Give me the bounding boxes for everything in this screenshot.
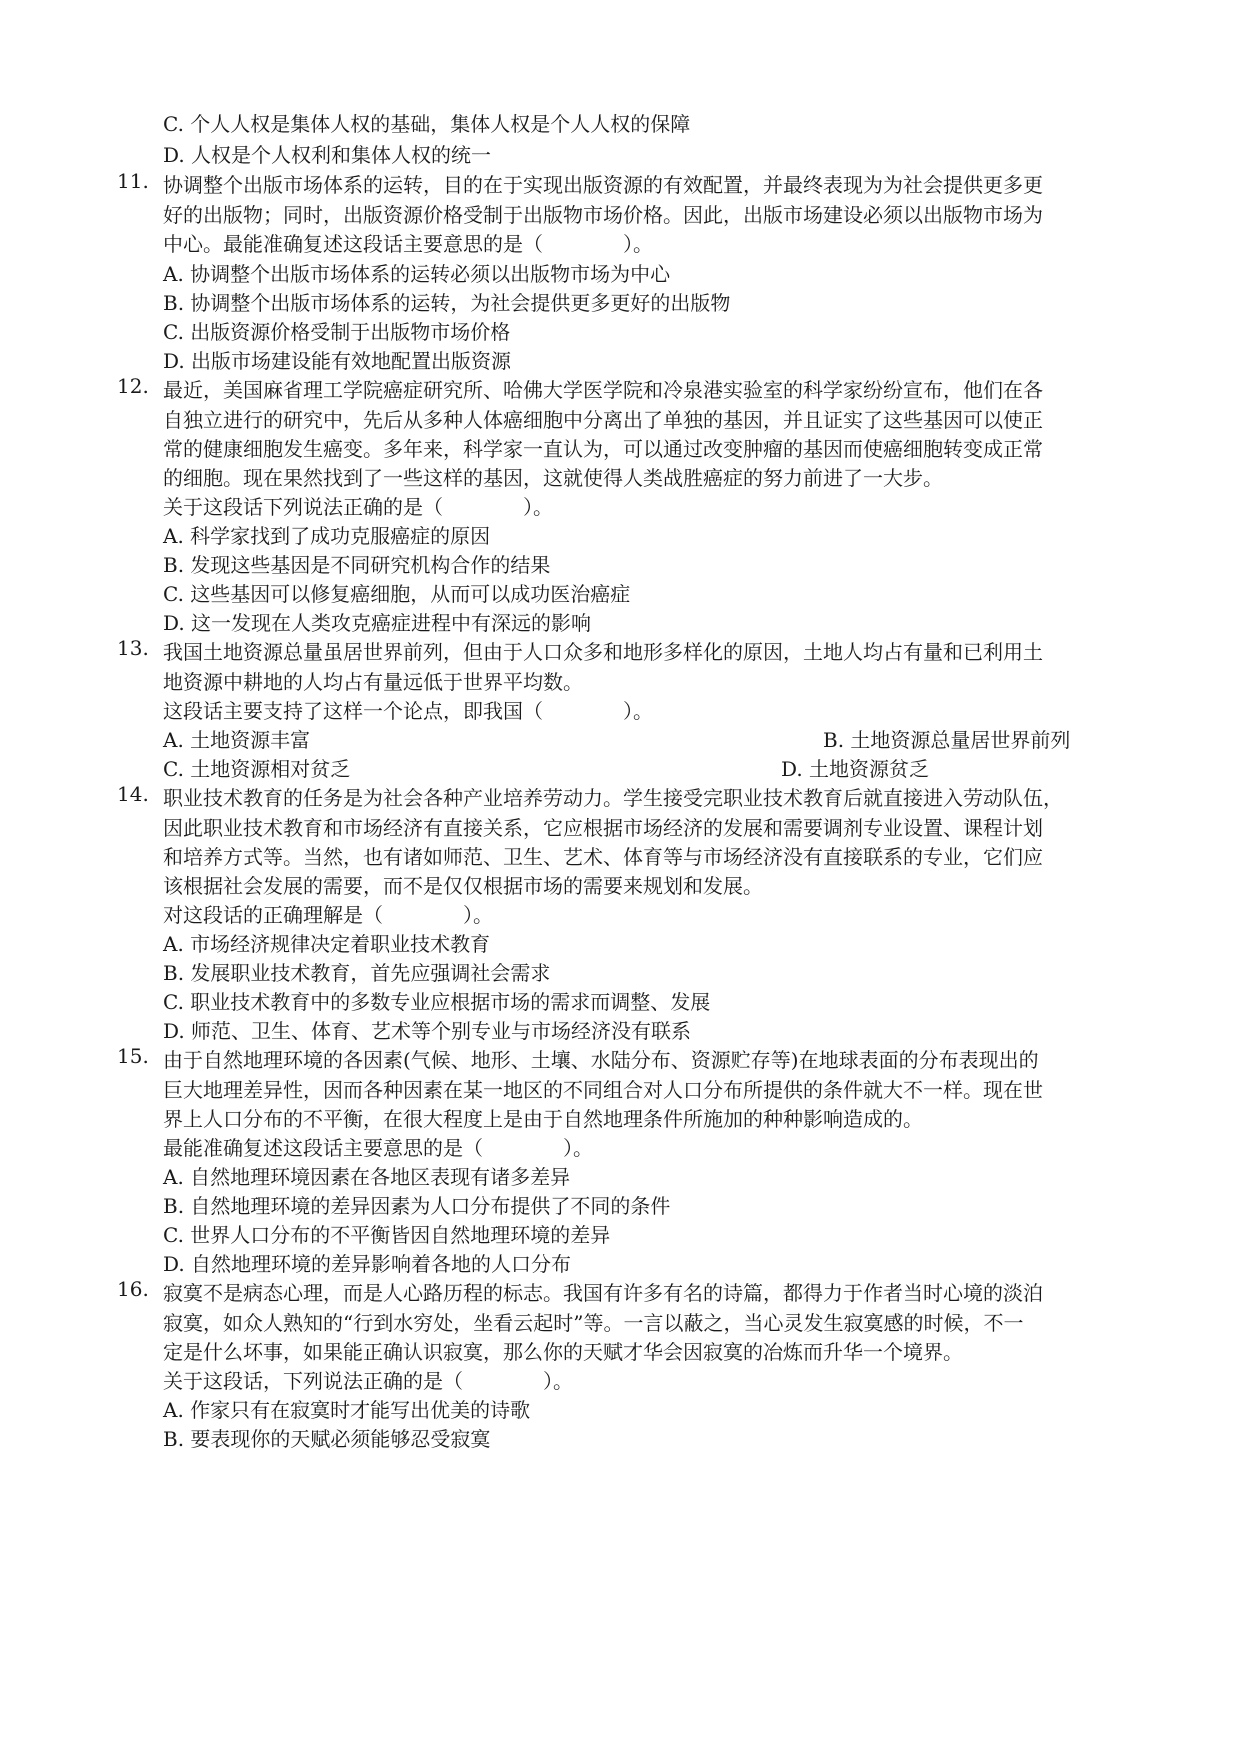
q11-stem-line: 好的出版物；同时，出版资源价格受制于出版物市场价格。因此，出版市场建设必须以出版物市场为 [163,203,1043,227]
q14-option-b: B. 发展职业技术教育，首先应强调社会需求 [163,961,551,985]
q16-question: 关于这段话，下列说法正确的是（ ）。 [163,1369,573,1393]
q10-option-c: C. 个人人权是集体人权的基础，集体人权是个人人权的保障 [163,112,691,136]
q16-stem-line: 定是什么坏事，如果能正确认识寂寞，那么你的天赋才华会因寂寞的冶炼而升华一个境界。 [163,1340,963,1364]
q11-option-d: D. 出版市场建设能有效地配置出版资源 [163,349,512,373]
q14-option-c: C. 职业技术教育中的多数专业应根据市场的需求而调整、发展 [163,990,711,1014]
q15-number: 15. [117,1044,149,1068]
q15-question: 最能准确复述这段话主要意思的是（ ）。 [163,1136,593,1160]
q11-number: 11. [117,169,149,193]
q15-stem-line: 巨大地理差异性，因而各种因素在某一地区的不同组合对人口分布所提供的条件就大不一样。现在世 [163,1078,1043,1102]
q11-option-a: A. 协调整个出版市场体系的运转必须以出版物市场为中心 [163,262,671,286]
q12-stem-line: 常的健康细胞发生癌变。多年来，科学家一直认为，可以通过改变肿瘤的基因而使癌细胞转变成正常 [163,437,1043,461]
q15-option-d: D. 自然地理环境的差异影响着各地的人口分布 [163,1252,572,1276]
q13-stem-line: 我国土地资源总量虽居世界前列，但由于人口众多和地形多样化的原因，土地人均占有量和已利用土 [163,640,1043,664]
q12-option-d: D. 这一发现在人类攻克癌症进程中有深远的影响 [163,611,592,635]
q15-stem-line: 由于自然地理环境的各因素(气候、地形、土壤、水陆分布、资源贮存等)在地球表面的分布表现出的 [163,1048,1039,1072]
q13-number: 13. [117,636,149,660]
q16-option-b: B. 要表现你的天赋必须能够忍受寂寞 [163,1427,491,1451]
q13-question: 这段话主要支持了这样一个论点，即我国（ ）。 [163,699,653,723]
q11-option-c: C. 出版资源价格受制于出版物市场价格 [163,320,511,344]
q16-option-a: A. 作家只有在寂寞时才能写出优美的诗歌 [163,1398,531,1422]
q13-option-a: A. 土地资源丰富 [163,728,311,752]
q13-option-c: C. 土地资源相对贫乏 [163,757,351,781]
q14-stem-line: 该根据社会发展的需要，而不是仅仅根据市场的需要来规划和发展。 [163,874,763,898]
q15-option-c: C. 世界人口分布的不平衡皆因自然地理环境的差异 [163,1223,611,1247]
q12-option-b: B. 发现这些基因是不同研究机构合作的结果 [163,553,551,577]
q14-option-a: A. 市场经济规律决定着职业技术教育 [163,932,491,956]
q14-stem-line: 和培养方式等。当然，也有诸如师范、卫生、艺术、体育等与市场经济没有直接联系的专业，它们应 [163,845,1043,869]
q14-question: 对这段话的正确理解是（ ）。 [163,903,493,927]
q14-stem-line: 职业技术教育的任务是为社会各种产业培养劳动力。学生接受完职业技术教育后就直接进入劳动队伍， [163,786,1063,810]
q12-stem-line: 的细胞。现在果然找到了一些这样的基因，这就使得人类战胜癌症的努力前进了一大步。 [163,466,943,490]
q11-option-b: B. 协调整个出版市场体系的运转，为社会提供更多更好的出版物 [163,291,731,315]
q15-option-b: B. 自然地理环境的差异因素为人口分布提供了不同的条件 [163,1194,671,1218]
q15-stem-line: 界上人口分布的不平衡，在很大程度上是由于自然地理条件所施加的种种影响造成的。 [163,1107,923,1131]
q12-question: 关于这段话下列说法正确的是（ ）。 [163,495,553,519]
q12-stem-line: 自独立进行的研究中，先后从多种人体癌细胞中分离出了单独的基因，并且证实了这些基因可以使正 [163,408,1043,432]
q16-number: 16. [117,1277,149,1301]
q12-number: 12. [117,374,149,398]
q12-option-a: A. 科学家找到了成功克服癌症的原因 [163,524,491,548]
q12-stem-line: 最近，美国麻省理工学院癌症研究所、哈佛大学医学院和冷泉港实验室的科学家纷纷宣布，他们在各 [163,378,1043,402]
q14-option-d: D. 师范、卫生、体育、艺术等个别专业与市场经济没有联系 [163,1019,692,1043]
q14-stem-line: 因此职业技术教育和市场经济有直接关系，它应根据市场经济的发展和需要调剂专业设置、课程计划 [163,816,1043,840]
q16-stem-line: 寂寞，如众人熟知的“行到水穷处，坐看云起时”等。一言以蔽之，当心灵发生寂寞感的时候，不一 [163,1311,1024,1335]
q11-stem-line: 中心。最能准确复述这段话主要意思的是（ ）。 [163,232,653,256]
q15-option-a: A. 自然地理环境因素在各地区表现有诸多差异 [163,1165,571,1189]
q16-stem-line: 寂寞不是病态心理，而是人心路历程的标志。我国有许多有名的诗篇，都得力于作者当时心境的淡泊 [163,1281,1043,1305]
q14-number: 14. [117,782,149,806]
q12-option-c: C. 这些基因可以修复癌细胞，从而可以成功医治癌症 [163,582,631,606]
q11-stem-line: 协调整个出版市场体系的运转，目的在于实现出版资源的有效配置，并最终表现为为社会提供更多更 [163,173,1043,197]
q13-stem-line: 地资源中耕地的人均占有量远低于世界平均数。 [163,670,583,694]
q10-option-d: D. 人权是个人权利和集体人权的统一 [163,143,492,167]
q13-option-d: D. 土地资源贫乏 [781,757,930,781]
q13-option-b: B. 土地资源总量居世界前列 [823,728,1071,752]
